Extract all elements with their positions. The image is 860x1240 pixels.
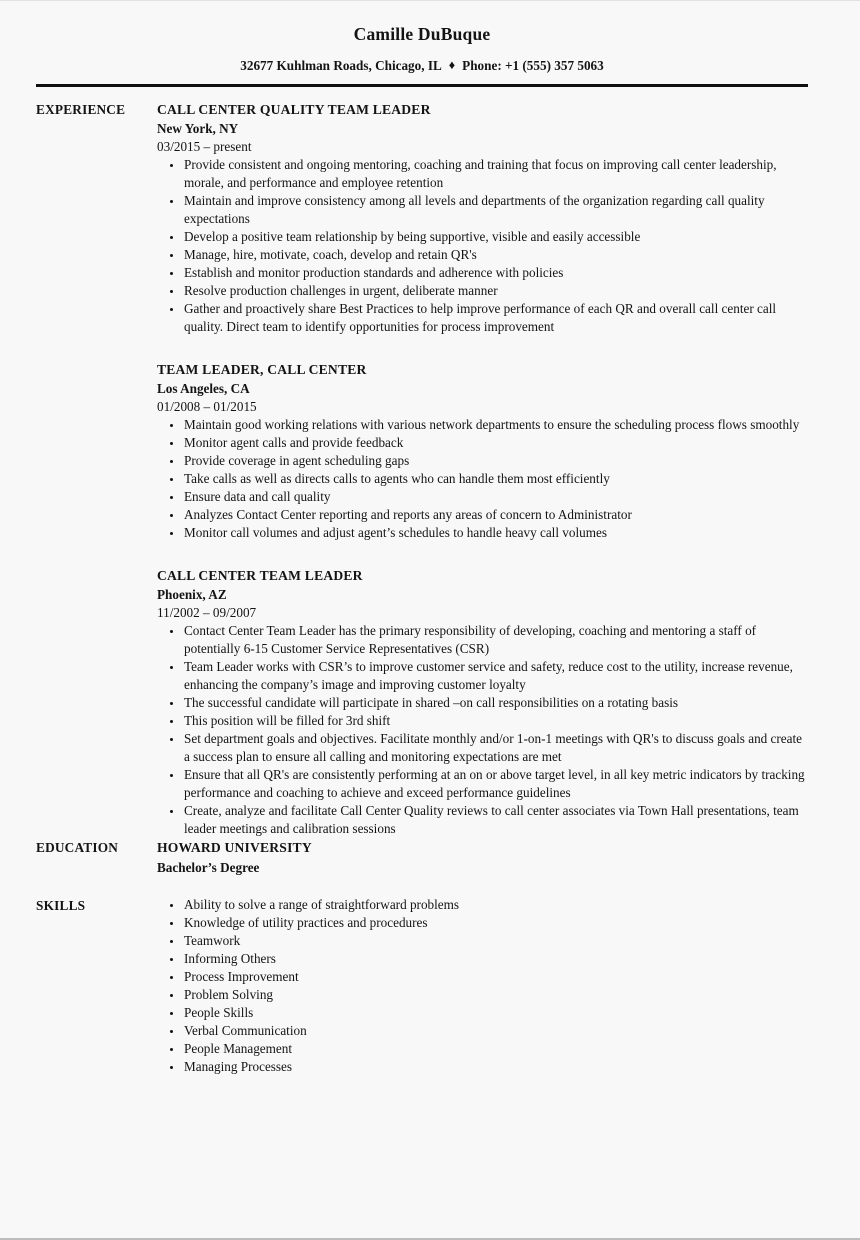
skill-item: • Process Improvement: [183, 968, 808, 986]
header-divider: [36, 84, 808, 87]
skill-item: • Verbal Communication: [183, 1022, 808, 1040]
job-location: New York, NY: [157, 121, 239, 136]
job-bullet: • Maintain good working relations with various network departments to ensure the scheduling process flows smoothly: [183, 416, 808, 434]
job-bullet: • Provide consistent and ongoing mentoring, coaching and training that focus on improving call center leadership, morale, and performance and employee retention: [183, 156, 808, 192]
job-bullet: • Set department goals and objectives. Facilitate monthly and/or 1-on-1 meetings with QR's to discuss goals and create a success plan to ensure all calling and monitoring expectations are met: [183, 730, 808, 766]
job-bullet: • Contact Center Team Leader has the primary responsibility of developing, coaching and mentoring a staff of potentially 6-15 Customer Service Representatives (CSR): [183, 622, 808, 658]
skills-content: [157, 896, 808, 1076]
experience-content: [157, 100, 808, 838]
person-name: Camille DuBuque: [353, 24, 491, 44]
skill-item: • Teamwork: [183, 932, 808, 950]
job-bullet: • Take calls as well as directs calls to agents who can handle them most efficiently: [183, 470, 808, 488]
skill-item: • People Management: [183, 1040, 808, 1058]
skill-item: • Ability to solve a range of straightforward problems: [183, 896, 808, 914]
job-bullet: • Resolve production challenges in urgent, deliberate manner: [183, 282, 808, 300]
skill-item: • Managing Processes: [183, 1058, 808, 1076]
job-bullet: • Ensure data and call quality: [183, 488, 808, 506]
job-bullet: • Monitor agent calls and provide feedback: [183, 434, 808, 452]
education-content: [157, 838, 808, 877]
job-location: Los Angeles, CA: [157, 381, 250, 396]
job-bullet-list: [157, 416, 808, 542]
job-entry-1: [157, 100, 808, 336]
contact-line: [36, 58, 808, 74]
skills-section: [36, 896, 808, 1076]
job-bullet: • Gather and proactively share Best Practices to help improve performance of each QR and overall call center call quality. Direct team to identify opportunities for process improvement: [183, 300, 808, 336]
job-dates: 11/2002 – 09/2007: [157, 605, 257, 620]
education-section: [36, 838, 808, 877]
skill-item: • Knowledge of utility practices and procedures: [183, 914, 808, 932]
job-bullet-list: [157, 156, 808, 336]
experience-section: [36, 100, 808, 838]
skill-item: • Problem Solving: [183, 986, 808, 1004]
job-bullet: • The successful candidate will participate in shared –on call responsibilities on a rotating basis: [183, 694, 808, 712]
job-bullet: • Maintain and improve consistency among all levels and departments of the organization regarding call quality expectations: [183, 192, 808, 228]
job-bullet: • Provide coverage in agent scheduling gaps: [183, 452, 808, 470]
job-title: CALL CENTER QUALITY TEAM LEADER: [157, 102, 431, 117]
job-entry-2: [157, 360, 808, 542]
job-dates: 01/2008 – 01/2015: [157, 399, 257, 414]
job-bullet: • Develop a positive team relationship by being supportive, visible and easily accessible: [183, 228, 808, 246]
section-label-education: EDUCATION: [36, 840, 119, 855]
job-bullet: • Establish and monitor production standards and adherence with policies: [183, 264, 808, 282]
job-title: TEAM LEADER, CALL CENTER: [157, 362, 367, 377]
skill-item: • People Skills: [183, 1004, 808, 1022]
job-bullet-list: [157, 622, 808, 838]
job-entry-3: [157, 566, 808, 838]
job-bullet: • This position will be filled for 3rd shift: [183, 712, 808, 730]
job-bullet: • Analyzes Contact Center reporting and reports any areas of concern to Administrator: [183, 506, 808, 524]
phone-text: Phone: +1 (555) 357 5063: [462, 58, 604, 73]
job-bullet: • Monitor call volumes and adjust agent’s schedules to handle heavy call volumes: [183, 524, 808, 542]
skill-item: • Informing Others: [183, 950, 808, 968]
resume-header: [36, 24, 808, 87]
job-dates: 03/2015 – present: [157, 139, 252, 154]
job-bullet: • Create, analyze and facilitate Call Center Quality reviews to call center associates via Town Hall presentations, team leader meetings and calibration sessions: [183, 802, 808, 838]
section-label-skills: SKILLS: [36, 898, 86, 913]
skills-list: [157, 896, 808, 1076]
job-bullet: • Ensure that all QR's are consistently performing at an on or above target level, in all key metric indicators by tracking performance and coaching to achieve and exceed performance guidelines: [183, 766, 808, 802]
job-location: Phoenix, AZ: [157, 587, 227, 602]
section-label-experience: EXPERIENCE: [36, 102, 126, 117]
degree-name: Bachelor’s Degree: [157, 860, 260, 875]
resume-body: [36, 100, 808, 1076]
job-bullet: • Manage, hire, motivate, coach, develop and retain QR's: [183, 246, 808, 264]
diamond-separator-icon: ♦: [448, 58, 456, 72]
job-title: CALL CENTER TEAM LEADER: [157, 568, 363, 583]
school-name: HOWARD UNIVERSITY: [157, 840, 312, 855]
job-bullet: • Team Leader works with CSR’s to improve customer service and safety, reduce cost to the utility, increase revenue, enhancing the company’s image and improving customer loyalty: [183, 658, 808, 694]
address-text: 32677 Kuhlman Roads, Chicago, IL: [240, 58, 442, 73]
